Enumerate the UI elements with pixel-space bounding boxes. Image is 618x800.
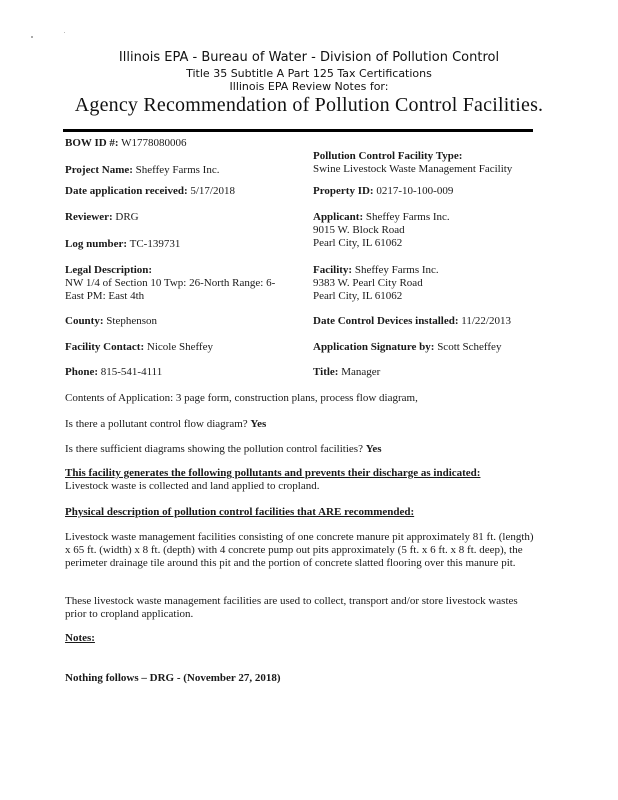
- header-line-3: Illinois EPA Review Notes for:: [229, 80, 389, 93]
- question-sufficient-diagrams: Is there sufficient diagrams showing the pollution control facilities? Yes: [65, 443, 382, 455]
- notes-heading: Notes:: [65, 632, 95, 644]
- contents-of-application: Contents of Application: 3 page form, construction plans, process flow diagram,: [65, 392, 418, 404]
- scan-speck: [64, 32, 65, 33]
- project-name: Project Name: Sheffey Farms Inc.: [65, 164, 220, 176]
- legal-description: Legal Description: NW 1/4 of Section 10 Twp: 26-North Range: 6- East PM: East 4th: [65, 264, 276, 302]
- applicant: Applicant: Sheffey Farms Inc. 9015 W. Block Road Pearl City, IL 61062: [313, 211, 450, 249]
- physical-description-text: Livestock waste management facilities consisting of one concrete manure pit approximately 81 ft. (length) x 65 ft. (width) x 8 ft. (depth) with 4 concrete pump out pits approximately (5 ft. x 6 ft. x 8 ft. deep), the perimeter drainage tile around this pit and the portion of concrete slatted flooring over this manure pit.: [65, 531, 534, 569]
- pollutants-heading: This facility generates the following pollutants and prevents their discharge as indicated:: [65, 467, 481, 479]
- header-line-2: Title 35 Subtitle A Part 125 Tax Certifications: [186, 67, 432, 80]
- header-rule: [63, 129, 533, 132]
- facility: Facility: Sheffey Farms Inc. 9383 W. Pearl City Road Pearl City, IL 61062: [313, 264, 439, 302]
- header-line-1: Illinois EPA - Bureau of Water - Division of Pollution Control: [118, 50, 500, 65]
- footer-note: Nothing follows – DRG - (November 27, 2018): [65, 672, 281, 684]
- property-id: Property ID: 0217-10-100-009: [313, 185, 454, 197]
- log-number: Log number: TC-139731: [65, 238, 181, 250]
- usage-text: These livestock waste management facilities are used to collect, transport and/or store livestock wastes prior to cropland application.: [65, 595, 518, 620]
- facility-contact: Facility Contact: Nicole Sheffey: [65, 341, 213, 353]
- document-title: Agency Recommendation of Pollution Control Facilities.: [74, 94, 544, 116]
- scan-speck: [31, 36, 33, 38]
- reviewer: Reviewer: DRG: [65, 211, 139, 223]
- application-signature: Application Signature by: Scott Scheffey: [313, 341, 502, 353]
- facility-type: Pollution Control Facility Type: Swine Livestock Waste Management Facility: [313, 150, 513, 175]
- signer-title: Title: Manager: [313, 366, 381, 378]
- physical-description-heading: Physical description of pollution control facilities that ARE recommended:: [65, 506, 415, 518]
- question-flow-diagram: Is there a pollutant control flow diagram? Yes: [65, 418, 267, 430]
- date-received: Date application received: 5/17/2018: [65, 185, 235, 197]
- phone: Phone: 815-541-4111: [65, 366, 163, 378]
- county: County: Stephenson: [65, 315, 157, 327]
- bow-id: BOW ID #: W1778080006: [65, 137, 187, 149]
- date-installed: Date Control Devices installed: 11/22/2013: [313, 315, 511, 327]
- pollutants-text: Livestock waste is collected and land applied to cropland.: [65, 480, 320, 492]
